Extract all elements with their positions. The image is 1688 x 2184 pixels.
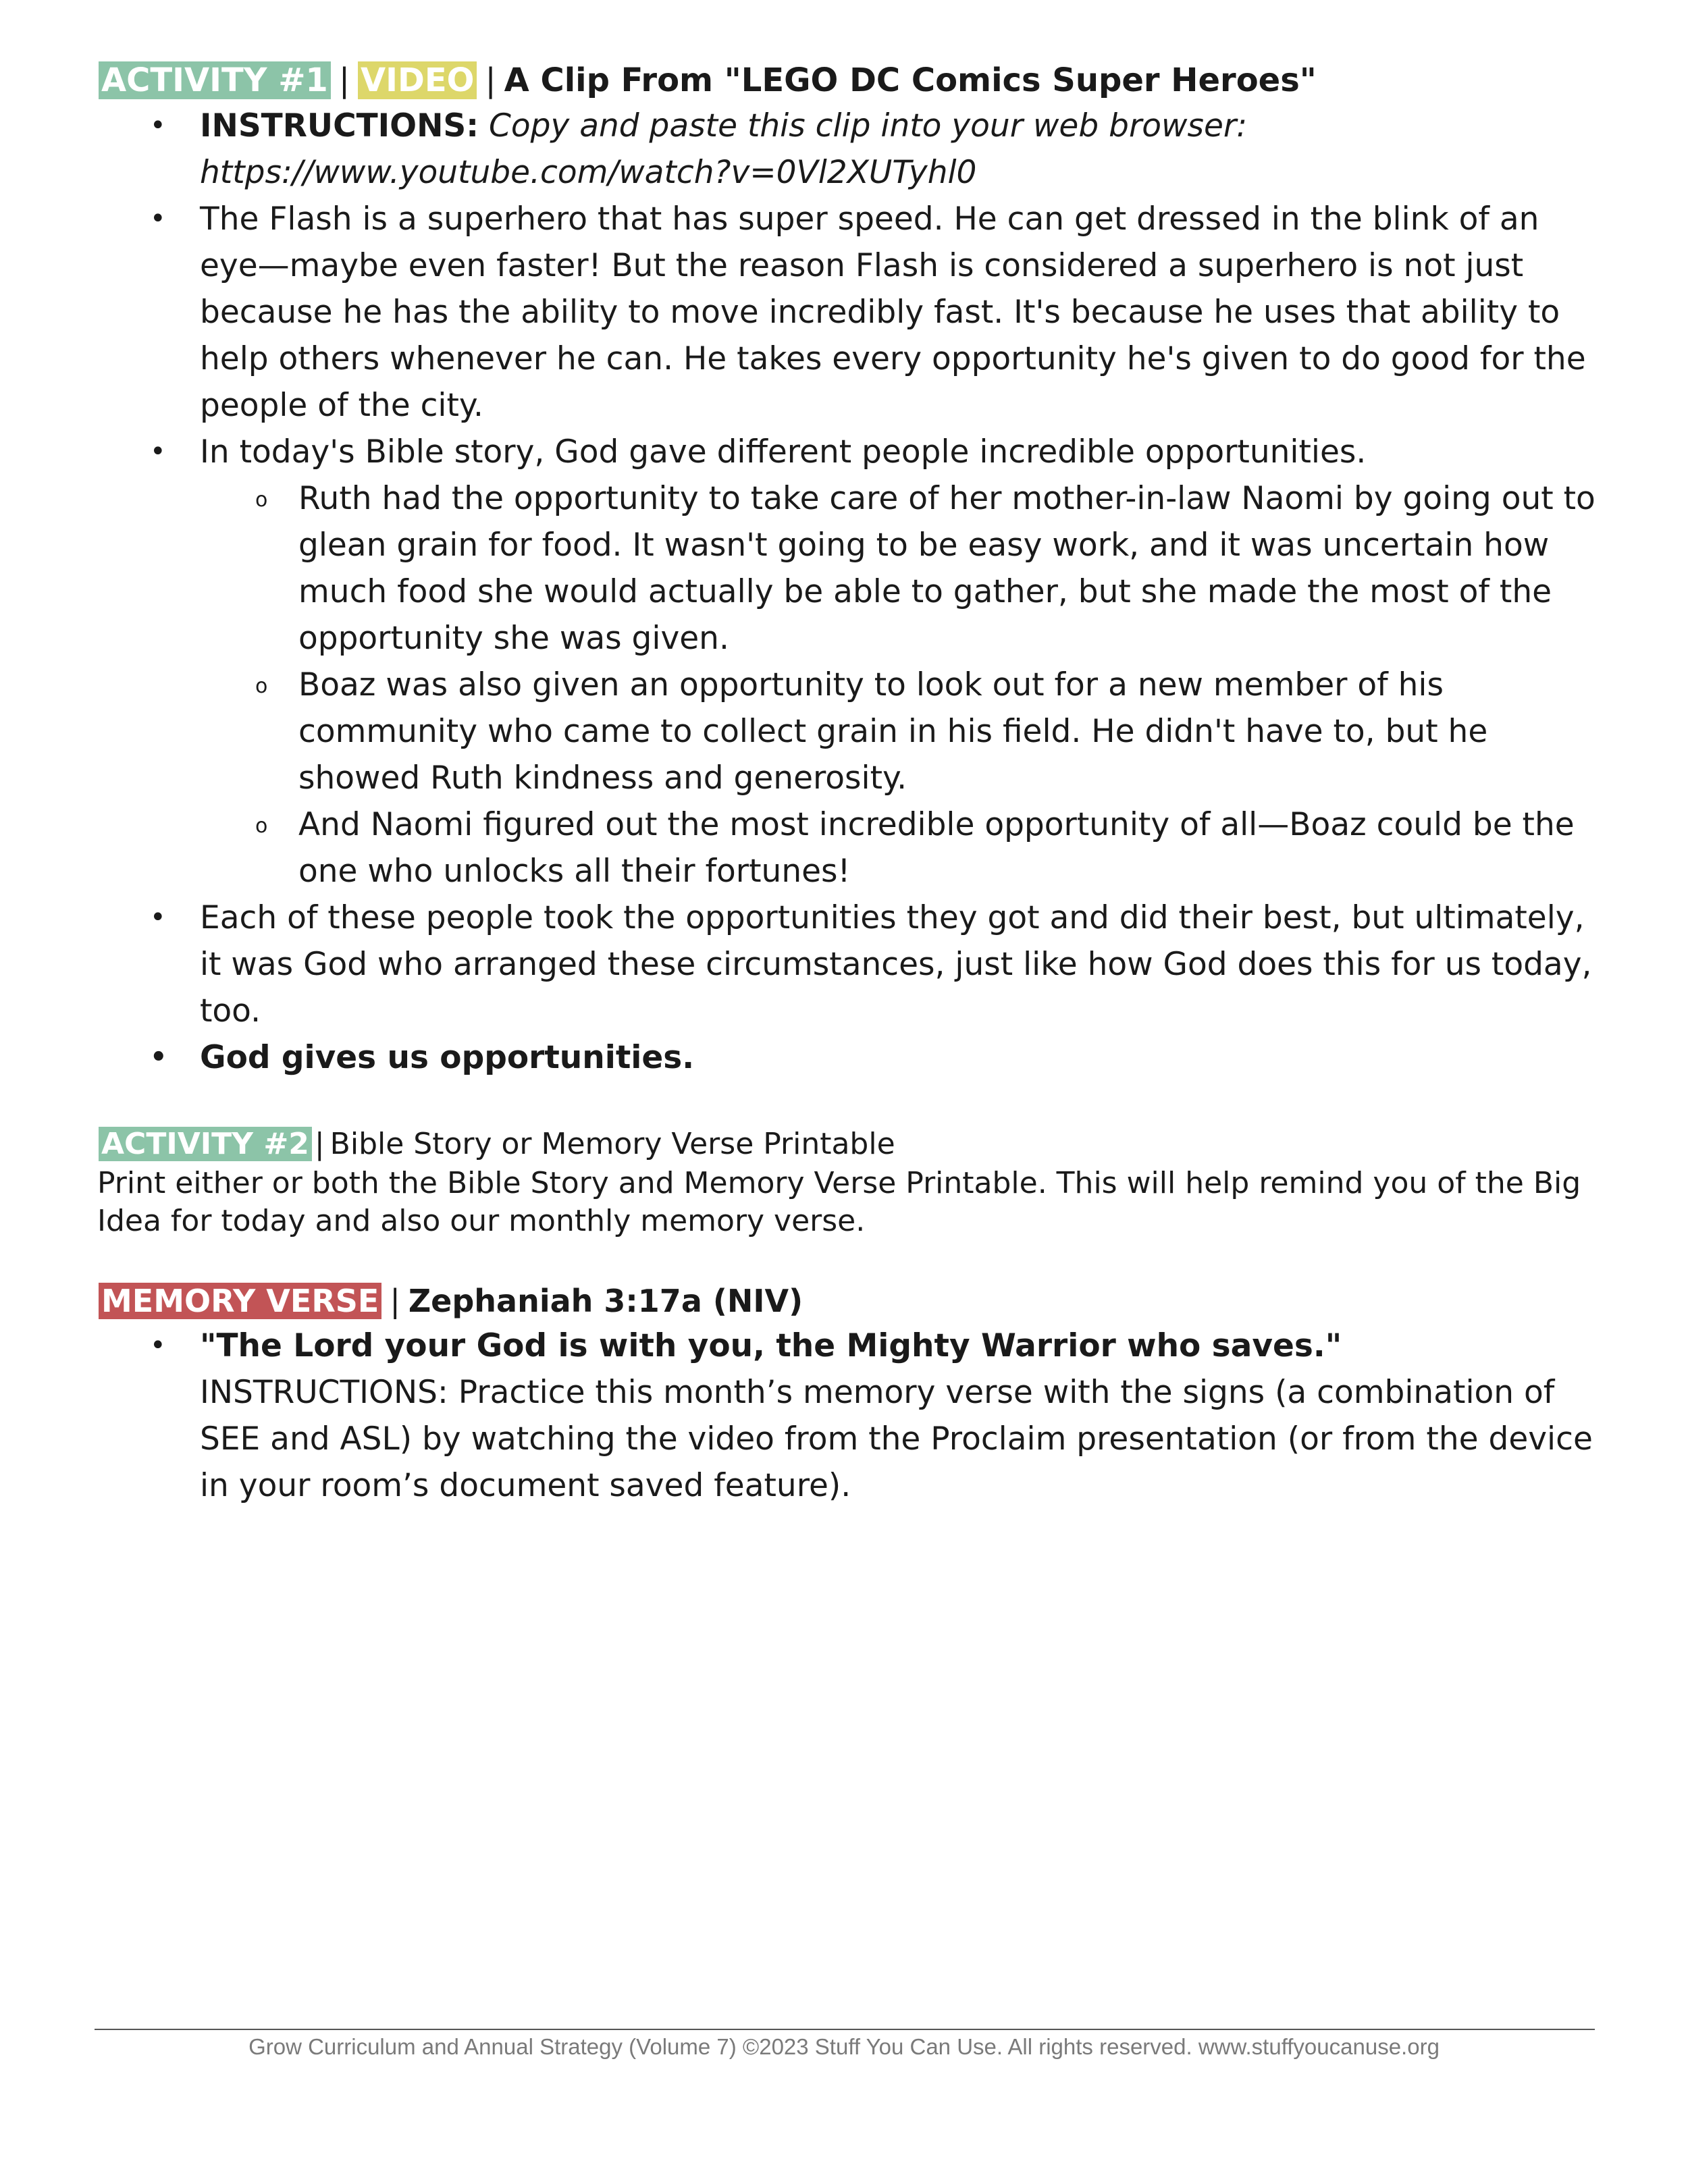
activity-2-tag: ACTIVITY #2	[99, 1127, 312, 1161]
separator: |	[314, 1127, 325, 1161]
today-story-item	[99, 429, 1598, 895]
footer-divider	[95, 2029, 1595, 2030]
memory-verse-reference: Zephaniah 3:17a (NIV)	[408, 1283, 803, 1319]
instructions-item	[99, 103, 1598, 196]
activity-2-description: Print either or both the Bible Story and Memory Verse Printable. This will help remind you of the Big Idea for today and also our monthly memory verse.	[97, 1166, 1581, 1238]
memory-verse-heading	[99, 1279, 1598, 1323]
activity-1-list	[99, 103, 1598, 1081]
sub-item-ruth: o Ruth had the opportunity to take care of her mother-in-law Naomi by going out to glean grain for food. It wasn't going to be easy work, and it was uncertain how much food she would actually be able to gather, but she made the most of the opportunity she was given.	[200, 475, 1598, 662]
footer-copyright: Grow Curriculum and Annual Strategy (Volume 7) ©2023 Stuff You Can Use. All rights reserved. www.stuffyoucanuse.org	[248, 2034, 1440, 2059]
flash-paragraph: • The Flash is a superhero that has super speed. He can get dressed in the blink of an eye—maybe even faster! But the reason Flash is considered a superhero is not just because he has the ability to move incredibly fast. It's because he uses that ability to help others whenever he can. He takes every opportunity he's given to do good for the people of the city.	[99, 196, 1598, 429]
separator: |	[485, 61, 496, 99]
activity-1-tag: ACTIVITY #1	[99, 61, 331, 99]
memory-verse-text: "The Lord your God is with you, the Mighty Warrior who saves."	[200, 1327, 1342, 1364]
activity-2-title: Bible Story or Memory Verse Printable	[329, 1127, 895, 1161]
big-idea-item: • God gives us opportunities.	[99, 1034, 1598, 1081]
spacer	[99, 1240, 1598, 1279]
video-tag: VIDEO	[358, 61, 477, 99]
video-url-link[interactable]: https://www.youtube.com/watch?v=0Vl2XUTyhl0	[200, 154, 977, 191]
story-sub-list	[200, 475, 1598, 895]
each-person-paragraph: • Each of these people took the opportunities they got and did their best, but ultimately, it was God who arranged these circumstances, just like how God does this for us today, too.	[99, 895, 1598, 1034]
memory-verse-instructions: INSTRUCTIONS: Practice this month’s memory verse with the signs (a combination of SEE and ASL) by watching the video from the Proclaim presentation (or from the device in your room’s document saved feature).	[200, 1374, 1593, 1504]
document-page	[99, 58, 1598, 1509]
instructions-label: INSTRUCTIONS:	[200, 107, 479, 144]
memory-verse-list	[99, 1323, 1598, 1509]
activity-2-heading	[99, 1124, 1598, 1165]
sub-item-naomi: o And Naomi figured out the most incredible opportunity of all—Boaz could be the one who unlocks all their fortunes!	[200, 801, 1598, 895]
spacer	[99, 1081, 1598, 1124]
instructions-text: Copy and paste this clip into your web browser:	[489, 107, 1248, 144]
separator: |	[338, 61, 350, 99]
sub-item-boaz: o Boaz was also given an opportunity to look out for a new member of his community who came to collect grain in his field. He didn't have to, but he showed Ruth kindness and generosity.	[200, 662, 1598, 801]
separator: |	[390, 1283, 400, 1319]
memory-verse-item	[99, 1323, 1598, 1509]
memory-verse-tag: MEMORY VERSE	[99, 1283, 381, 1319]
activity-1-title: A Clip From "LEGO DC Comics Super Heroes"	[504, 61, 1317, 99]
activity-1-heading	[99, 58, 1598, 103]
today-story-text: In today's Bible story, God gave different people incredible opportunities.	[200, 433, 1367, 471]
